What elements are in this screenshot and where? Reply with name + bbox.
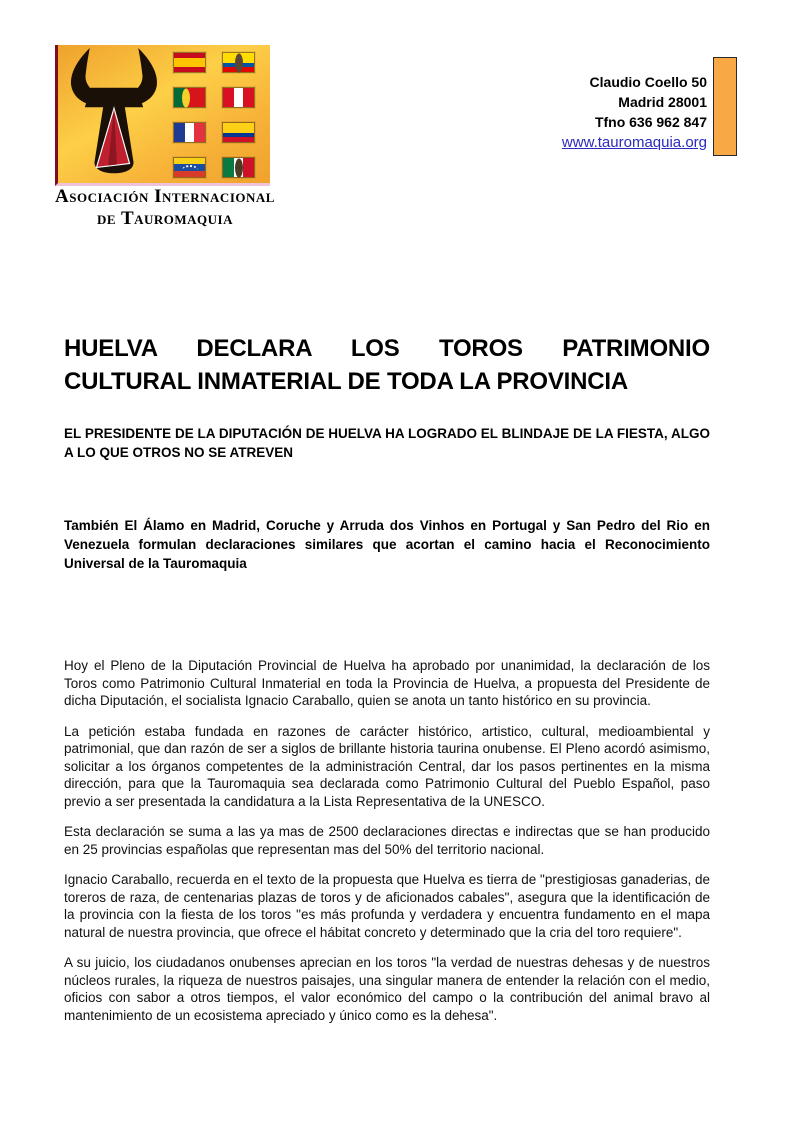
association-name bbox=[22, 186, 308, 230]
website-link[interactable]: www.tauromaquia.org bbox=[561, 134, 707, 151]
body-paragraph: Esta declaración se suma a las ya mas de 2500 declaraciones directas e indirectas que se han producido en 25 provincias españolas que representan mas del 50% del territorio nacional. bbox=[64, 824, 710, 857]
association-logo bbox=[55, 45, 270, 186]
flag-peru-icon bbox=[222, 87, 255, 108]
flag-emblem bbox=[235, 53, 243, 72]
contact-phone: Tfno 636 962 847 bbox=[594, 114, 707, 130]
flag-portugal-icon bbox=[173, 87, 206, 108]
flag-mexico-icon bbox=[222, 157, 255, 178]
bull-cape-icon bbox=[60, 46, 168, 182]
association-name-line2: de Tauromaquia bbox=[96, 208, 234, 229]
flag-emblem bbox=[182, 88, 190, 107]
contact-address: Claudio Coello 50 bbox=[589, 74, 707, 90]
article-body bbox=[64, 657, 710, 1037]
flag-ecuador-icon bbox=[222, 52, 255, 73]
article-title: HUELVA DECLARA LOS TOROS PATRIMONIO CULTURAL INMATERIAL DE TODA LA PROVINCIA bbox=[64, 335, 710, 395]
body-paragraph: La petición estaba fundada en razones de carácter histórico, artistico, cultural, medioambiental y patrimonial, que dan razón de ser a siglos de brillante historia taurina onubense. El Pleno acordó asimismo, solicitar a los órganos competentes de la administración Central, dar los pasos pertinentes en la misma dirección, para que la Tauromaquia sea declarada como Patrimonio Cultural del Pueblo Español, paso previo a ser presentada la candidatura a la Lista Representativa de la UNESCO. bbox=[64, 723, 710, 809]
flag-emblem bbox=[182, 165, 198, 175]
body-paragraph: Hoy el Pleno de la Diputación Provincial de Huelva ha aprobado por unanimidad, la declaración de los Toros como Patrimonio Cultural Inmaterial en toda la Provincia de Huelva, a propuesta del Presidente de dicha Diputación, el socialista Ignacio Caraballo, quien se anota un tanto histórico en su provincia. bbox=[64, 658, 710, 708]
body-paragraph: A su juicio, los ciudadanos onubenses aprecian en los toros "la verdad de nuestras dehesas y de nuestros núcleos rurales, la riqueza de nuestros paisajes, una singular manera de entender la relación con el medio, oficios con sabor a otros tiempos, el valor económico del campo o la contribución del animal bravo al mantenimiento de un ecosistema apreciado y único como es la dehesa". bbox=[64, 955, 710, 1023]
flag-spain-icon bbox=[173, 52, 206, 73]
flag-france-icon bbox=[173, 122, 206, 143]
contact-city: Madrid 28001 bbox=[618, 94, 707, 110]
body-paragraph: Ignacio Caraballo, recuerda en el texto de la propuesta que Huelva es tierra de "prestigiosas ganaderias, de toreros de raza, de centenarias plazas de toros y de aficionados cabales", asegura que la identificación de la provincia con la fiesta de los toros "es más profunda y verdadera y encuentra fundamento en el mapa natural de nuestra provincia, que ofrece el hábitat concreto y determinado que la cria del toro requiere". bbox=[64, 872, 710, 940]
orange-accent-bar bbox=[713, 57, 737, 156]
country-flags-grid bbox=[173, 52, 255, 178]
flag-venezuela-icon bbox=[173, 157, 206, 178]
contact-block bbox=[562, 72, 707, 153]
flag-emblem bbox=[235, 158, 243, 177]
association-name-line1: Asociación Internacional bbox=[55, 186, 275, 207]
article-subtitle-1: EL PRESIDENTE DE LA DIPUTACIÓN DE HUELVA HA LOGRADO EL BLINDAJE DE LA FIESTA, ALGO A LO QUE OTROS NO SE ATREVEN bbox=[64, 426, 710, 460]
flag-colombia-icon bbox=[222, 122, 255, 143]
article-subtitle-2: También El Álamo en Madrid, Coruche y Arruda dos Vinhos en Portugal y San Pedro del Rio en Venezuela formulan declaraciones similares que acortan el camino hacia el Reconocimiento Universal de la Tauromaquia bbox=[64, 518, 710, 571]
